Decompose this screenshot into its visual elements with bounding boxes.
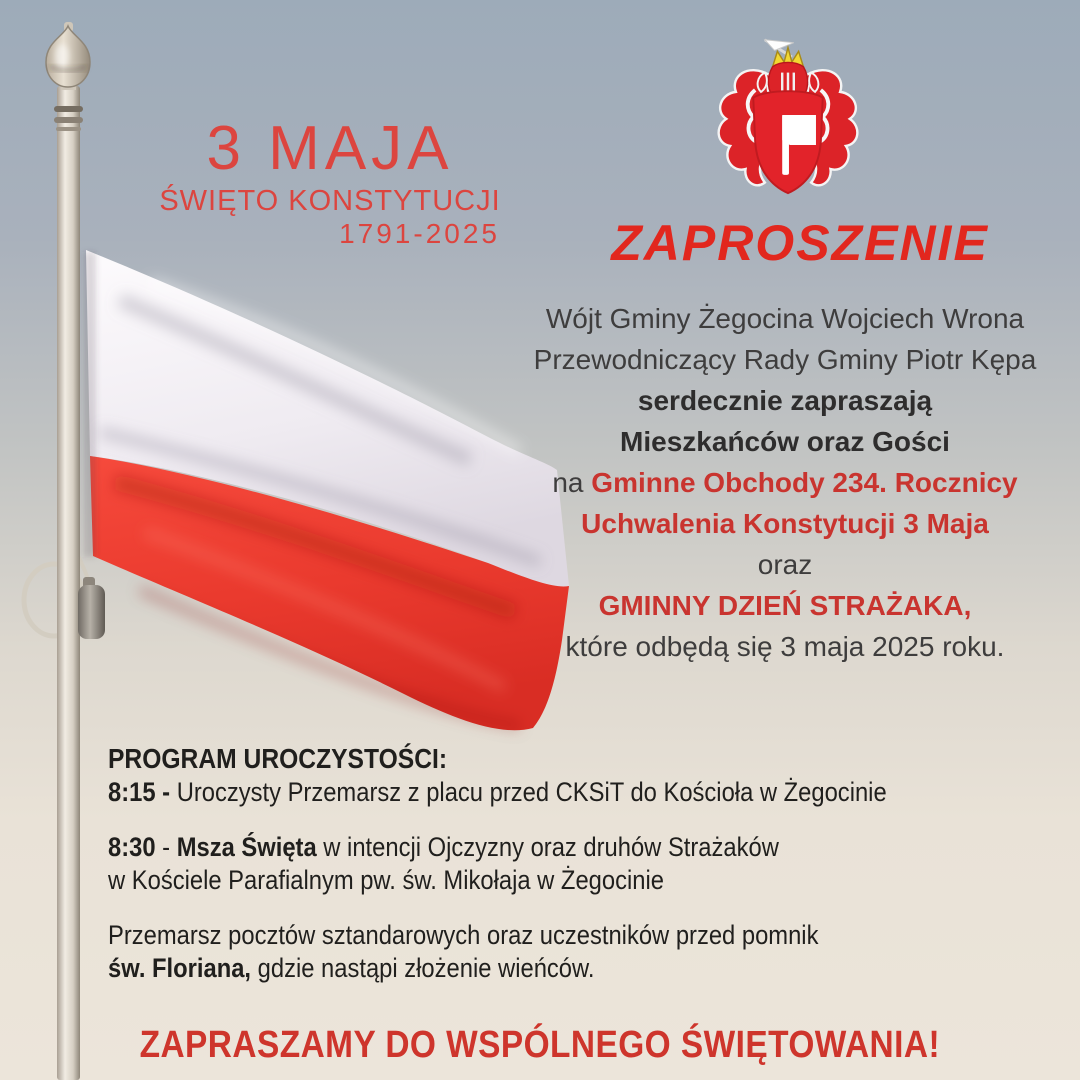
counterweight <box>78 585 105 639</box>
program-item: Przemarsz pocztów sztandarowych oraz uczestników przed pomnik św. Floriana, gdzie nastąpi złożenie wieńców. <box>108 920 819 983</box>
invitation-heading: ZAPROSZENIE <box>611 215 989 271</box>
page-title: 3 MAJA <box>206 114 454 183</box>
years-range: 1791-2025 <box>339 218 500 249</box>
invitation-line: Uchwalenia Konstytucji 3 Maja <box>581 508 989 539</box>
title-block <box>158 116 502 250</box>
invitation-line: GMINNY DZIEŃ STRAŻAKA, <box>598 590 972 621</box>
finial-highlight <box>55 44 69 68</box>
page-subtitle: ŚWIĘTO KONSTYTUCJI <box>159 185 501 217</box>
pole-ring <box>56 127 81 131</box>
program-item: 8:15 - Uroczysty Przemarsz z placu przed CKSiT do Kościoła w Żegocinie <box>108 777 887 807</box>
invitation-paragraph <box>500 298 1070 667</box>
crest-shield <box>753 91 822 193</box>
pole-ring <box>54 106 83 112</box>
flag-hoist-shadow <box>84 252 96 557</box>
program-item: 8:30 - Msza Święta w intencji Ojczyzny oraz druhów Strażaków w Kościele Parafialnym pw. św. Mikołaja w Żegocinie <box>108 832 779 895</box>
invitation-line: Przewodniczący Rady Gminy Piotr Kępa <box>533 344 1037 375</box>
invitation-line: Mieszkańców oraz Gości <box>620 426 950 457</box>
program-section <box>108 742 1006 985</box>
invitation-line: na Gminne Obchody 234. Rocznicy <box>552 467 1018 498</box>
program-heading: PROGRAM UROCZYSTOŚCI: <box>108 743 448 774</box>
footer-text: ZAPRASZAMY DO WSPÓLNEGO ŚWIĘTOWANIA! <box>139 1024 941 1066</box>
pole-ring <box>54 117 83 123</box>
invitation-line: oraz <box>757 549 813 580</box>
invitation-line: Wójt Gminy Żegocina Wojciech Wrona <box>545 303 1025 334</box>
footer-banner <box>0 1024 1080 1067</box>
flagpole <box>57 86 80 1080</box>
zegocina-coat-of-arms-icon <box>710 34 866 198</box>
invitation-line: które odbędą się 3 maja 2025 roku. <box>565 631 1005 662</box>
invitation-line: serdecznie zapraszają <box>637 385 933 416</box>
